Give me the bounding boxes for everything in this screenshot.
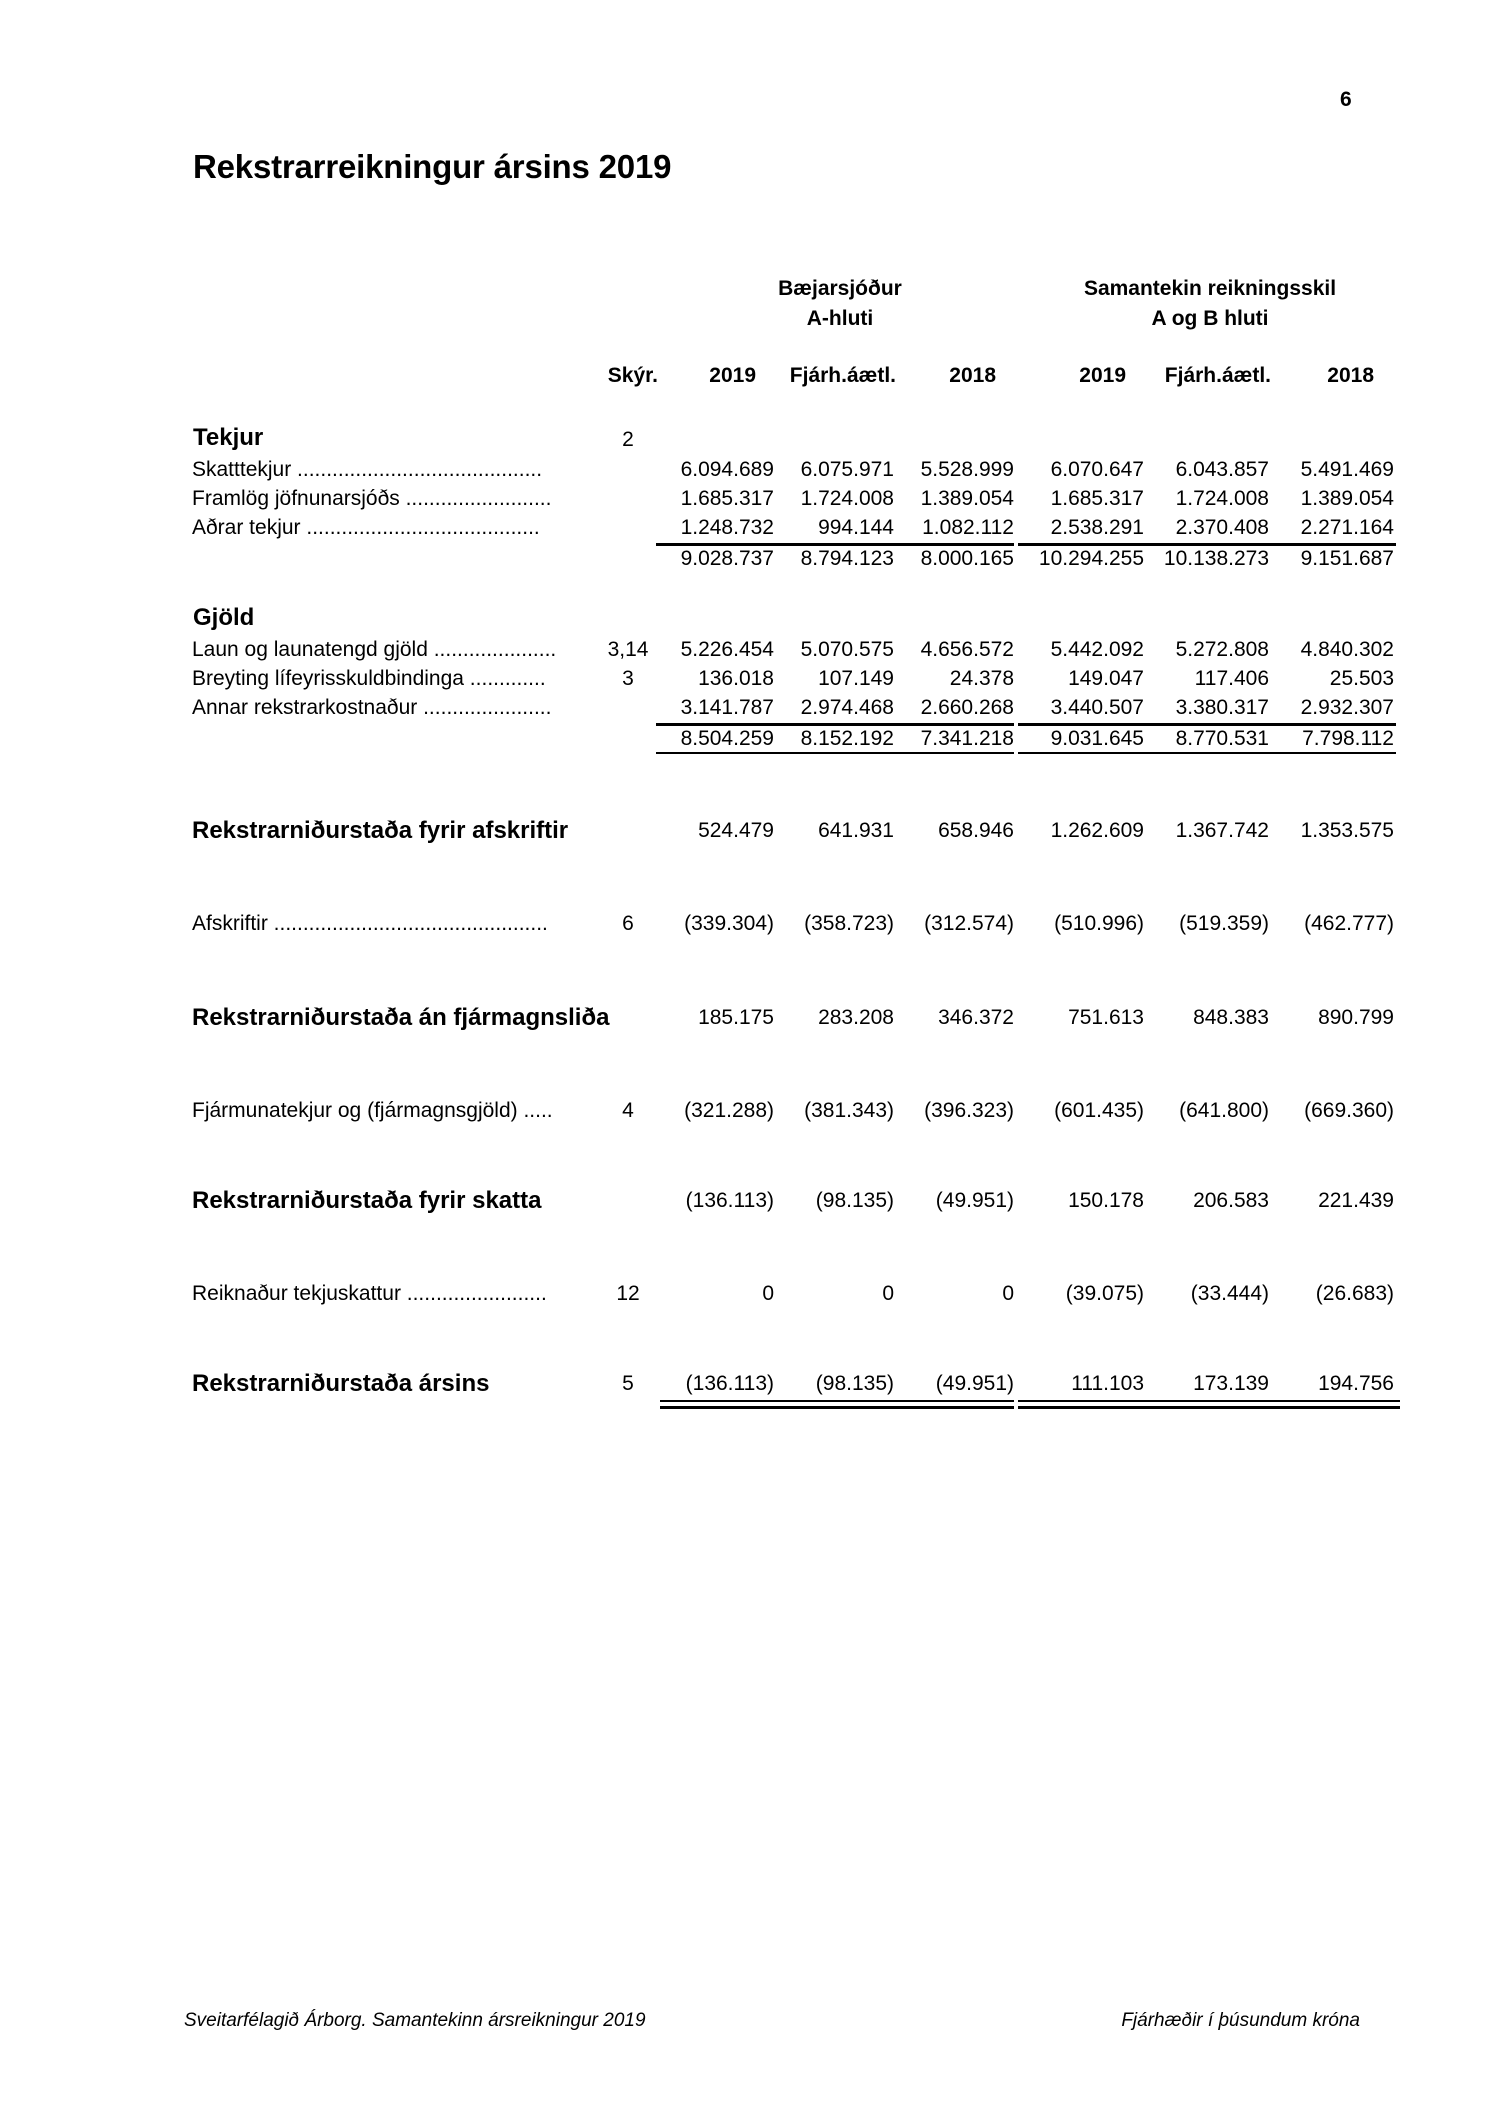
gjold-total-row bbox=[0, 725, 1500, 753]
cell-a-2018: 2.660.268 bbox=[920, 696, 1014, 719]
cell-b-2019: 751.613 bbox=[1068, 1006, 1144, 1029]
cell-b-budget: 206.583 bbox=[1193, 1189, 1269, 1212]
table-row bbox=[0, 514, 1500, 542]
total-b-2018: 9.151.687 bbox=[1300, 547, 1394, 570]
row-label: Afskriftir ............................................... bbox=[192, 912, 548, 935]
cell-b-2018: 890.799 bbox=[1318, 1006, 1394, 1029]
row-label: Aðrar tekjur ........................................ bbox=[192, 516, 540, 539]
total-b-2018: 7.798.112 bbox=[1302, 727, 1394, 750]
section-heading-gjold: Gjöld bbox=[193, 604, 255, 631]
cell-a-budget: 5.070.575 bbox=[800, 638, 894, 661]
row-label: Fjármunatekjur og (fjármagnsgjöld) ..... bbox=[192, 1099, 553, 1122]
cell-b-2018: 1.389.054 bbox=[1300, 487, 1394, 510]
table-row bbox=[0, 694, 1500, 722]
cell-a-budget: (98.135) bbox=[815, 1189, 894, 1212]
row-label: Rekstrarniðurstaða án fjármagnsliða bbox=[192, 1004, 610, 1031]
result-row bbox=[0, 1187, 1500, 1215]
total-a-2018: 7.341.218 bbox=[920, 727, 1014, 750]
cell-b-budget: (519.359) bbox=[1179, 912, 1269, 935]
result-row bbox=[0, 1280, 1500, 1308]
cell-b-2018: 2.932.307 bbox=[1300, 696, 1394, 719]
cell-b-2018: 25.503 bbox=[1329, 667, 1394, 690]
cell-a-2018: (49.951) bbox=[935, 1372, 1014, 1395]
row-note: 12 bbox=[616, 1282, 640, 1305]
row-label: Rekstrarniðurstaða ársins bbox=[192, 1370, 490, 1397]
cell-a-2019: 6.094.689 bbox=[680, 458, 774, 481]
column-header-b-2018: 2018 bbox=[1327, 364, 1374, 387]
cell-a-budget: 641.931 bbox=[818, 819, 894, 842]
result-row bbox=[0, 1004, 1500, 1032]
footer-right: Fjárhæðir í þúsundum króna bbox=[1121, 2010, 1360, 2031]
footer-left: Sveitarfélagið Árborg. Samantekinn ársreikningur 2019 bbox=[184, 2010, 646, 2031]
column-header-a-2019: 2019 bbox=[709, 364, 756, 387]
cell-a-2018: 1.082.112 bbox=[922, 516, 1014, 539]
cell-b-2018: 5.491.469 bbox=[1300, 458, 1394, 481]
total-b-budget: 10.138.273 bbox=[1163, 547, 1269, 570]
row-label: Laun og launatengd gjöld ..................... bbox=[192, 638, 557, 661]
cell-a-2018: 5.528.999 bbox=[920, 458, 1014, 481]
cell-b-2018: 2.271.164 bbox=[1300, 516, 1394, 539]
cell-a-2019: 3.141.787 bbox=[680, 696, 774, 719]
tekjur-total-row bbox=[0, 545, 1500, 573]
group-a-line1: Bæjarsjóður bbox=[778, 277, 902, 300]
cell-a-2018: 346.372 bbox=[938, 1006, 1014, 1029]
double-rule-b-bottom bbox=[1018, 1406, 1400, 1409]
total-a-budget: 8.794.123 bbox=[800, 547, 894, 570]
table-row bbox=[0, 485, 1500, 513]
cell-a-budget: 2.974.468 bbox=[800, 696, 894, 719]
column-header-a-2018: 2018 bbox=[949, 364, 996, 387]
cell-b-2019: 6.070.647 bbox=[1050, 458, 1144, 481]
cell-a-2019: (339.304) bbox=[684, 912, 774, 935]
cell-b-2019: 5.442.092 bbox=[1050, 638, 1144, 661]
cell-a-budget: 107.149 bbox=[818, 667, 894, 690]
cell-a-2019: 185.175 bbox=[698, 1006, 774, 1029]
cell-a-budget: 994.144 bbox=[818, 516, 894, 539]
cell-a-2019: (321.288) bbox=[684, 1099, 774, 1122]
cell-b-budget: 173.139 bbox=[1193, 1372, 1269, 1395]
result-row bbox=[0, 1097, 1500, 1125]
row-note: 6 bbox=[622, 912, 634, 935]
table-row bbox=[0, 456, 1500, 484]
cell-a-budget: (381.343) bbox=[804, 1099, 894, 1122]
cell-b-budget: (33.444) bbox=[1190, 1282, 1269, 1305]
cell-b-budget: 6.043.857 bbox=[1175, 458, 1269, 481]
cell-a-2018: (312.574) bbox=[924, 912, 1014, 935]
row-label: Annar rekstrarkostnaður ...................... bbox=[192, 696, 552, 719]
cell-a-2018: (396.323) bbox=[924, 1099, 1014, 1122]
row-note: 5 bbox=[622, 1372, 634, 1395]
total-rule-b bbox=[1018, 752, 1396, 754]
cell-b-2019: 2.538.291 bbox=[1050, 516, 1144, 539]
row-label: Framlög jöfnunarsjóðs ......................... bbox=[192, 487, 552, 510]
cell-a-2019: 1.685.317 bbox=[680, 487, 774, 510]
total-a-budget: 8.152.192 bbox=[800, 727, 894, 750]
cell-a-2018: 24.378 bbox=[949, 667, 1014, 690]
cell-a-budget: 283.208 bbox=[818, 1006, 894, 1029]
tekjur-note: 2 bbox=[622, 428, 634, 451]
cell-a-budget: 1.724.008 bbox=[800, 487, 894, 510]
column-header-b-2019: 2019 bbox=[1079, 364, 1126, 387]
cell-b-2018: (669.360) bbox=[1304, 1099, 1394, 1122]
result-row bbox=[0, 910, 1500, 938]
cell-b-2018: 221.439 bbox=[1318, 1189, 1394, 1212]
column-header-note: Skýr. bbox=[607, 364, 658, 387]
group-header-b bbox=[1040, 274, 1380, 334]
cell-a-budget: 0 bbox=[882, 1282, 894, 1305]
table-row bbox=[0, 636, 1500, 664]
section-heading-tekjur: Tekjur bbox=[193, 424, 264, 451]
cell-a-2019: 136.018 bbox=[698, 667, 774, 690]
cell-b-2019: (39.075) bbox=[1065, 1282, 1144, 1305]
result-row-final bbox=[0, 1370, 1500, 1398]
cell-a-2019: 0 bbox=[762, 1282, 774, 1305]
total-b-2019: 9.031.645 bbox=[1050, 727, 1144, 750]
total-a-2018: 8.000.165 bbox=[920, 547, 1014, 570]
total-b-2019: 10.294.255 bbox=[1038, 547, 1144, 570]
cell-b-budget: 5.272.808 bbox=[1175, 638, 1269, 661]
cell-b-2018: 194.756 bbox=[1318, 1372, 1394, 1395]
cell-b-budget: 117.406 bbox=[1194, 667, 1269, 690]
cell-b-2019: 1.685.317 bbox=[1050, 487, 1144, 510]
table-row bbox=[0, 665, 1500, 693]
cell-a-2018: 0 bbox=[1002, 1282, 1014, 1305]
row-note: 3,14 bbox=[607, 638, 649, 661]
column-header-b-budget: Fjárh.áætl. bbox=[1164, 364, 1271, 387]
cell-a-2019: 524.479 bbox=[698, 819, 774, 842]
row-label: Skatttekjur .......................................... bbox=[192, 458, 543, 481]
cell-b-budget: 3.380.317 bbox=[1175, 696, 1269, 719]
cell-a-2019: (136.113) bbox=[685, 1372, 774, 1395]
cell-b-budget: 2.370.408 bbox=[1175, 516, 1269, 539]
cell-a-2018: 4.656.572 bbox=[920, 638, 1014, 661]
cell-a-2018: (49.951) bbox=[935, 1189, 1014, 1212]
column-header-a-budget: Fjárh.áætl. bbox=[789, 364, 896, 387]
row-note: 4 bbox=[622, 1099, 634, 1122]
cell-a-2019: 5.226.454 bbox=[680, 638, 774, 661]
cell-b-2019: (601.435) bbox=[1054, 1099, 1144, 1122]
result-row bbox=[0, 817, 1500, 845]
row-note: 3 bbox=[622, 667, 634, 690]
cell-b-2019: 149.047 bbox=[1068, 667, 1144, 690]
row-label: Reiknaður tekjuskattur ........................ bbox=[192, 1282, 547, 1305]
cell-b-2019: 1.262.609 bbox=[1050, 819, 1144, 842]
cell-a-budget: (358.723) bbox=[804, 912, 894, 935]
cell-b-2019: 111.103 bbox=[1071, 1372, 1144, 1395]
group-a-line2: A-hluti bbox=[806, 307, 874, 330]
cell-b-budget: (641.800) bbox=[1179, 1099, 1269, 1122]
row-label: Rekstrarniðurstaða fyrir afskriftir bbox=[192, 817, 569, 844]
cell-a-budget: (98.135) bbox=[815, 1372, 894, 1395]
cell-a-2018: 1.389.054 bbox=[920, 487, 1014, 510]
total-rule-a bbox=[656, 752, 1014, 754]
group-b-line1: Samantekin reikningsskil bbox=[1083, 277, 1337, 300]
cell-a-2019: 1.248.732 bbox=[680, 516, 774, 539]
cell-a-budget: 6.075.971 bbox=[800, 458, 894, 481]
page-title: Rekstrarreikningur ársins 2019 bbox=[193, 148, 672, 185]
double-rule-a-bottom bbox=[660, 1406, 1014, 1409]
cell-b-2018: 4.840.302 bbox=[1300, 638, 1394, 661]
cell-a-2019: (136.113) bbox=[685, 1189, 774, 1212]
cell-b-budget: 1.724.008 bbox=[1175, 487, 1269, 510]
total-a-2019: 8.504.259 bbox=[680, 727, 774, 750]
page-number: 6 bbox=[1340, 88, 1352, 111]
double-rule-a-top bbox=[660, 1400, 1014, 1402]
cell-b-2018: (26.683) bbox=[1315, 1282, 1394, 1305]
cell-b-2019: 3.440.507 bbox=[1050, 696, 1144, 719]
row-label: Breyting lífeyrisskuldbindinga ............. bbox=[192, 667, 546, 690]
cell-b-2018: 1.353.575 bbox=[1300, 819, 1394, 842]
group-header-a bbox=[700, 274, 980, 334]
cell-a-2018: 658.946 bbox=[938, 819, 1014, 842]
total-a-2019: 9.028.737 bbox=[680, 547, 774, 570]
cell-b-2019: 150.178 bbox=[1068, 1189, 1144, 1212]
total-b-budget: 8.770.531 bbox=[1175, 727, 1269, 750]
group-b-line2: A og B hluti bbox=[1151, 307, 1269, 330]
cell-b-budget: 1.367.742 bbox=[1175, 819, 1269, 842]
cell-b-2019: (510.996) bbox=[1054, 912, 1144, 935]
row-label: Rekstrarniðurstaða fyrir skatta bbox=[192, 1187, 542, 1214]
cell-b-budget: 848.383 bbox=[1193, 1006, 1269, 1029]
double-rule-b-top bbox=[1018, 1400, 1400, 1402]
cell-b-2018: (462.777) bbox=[1304, 912, 1394, 935]
